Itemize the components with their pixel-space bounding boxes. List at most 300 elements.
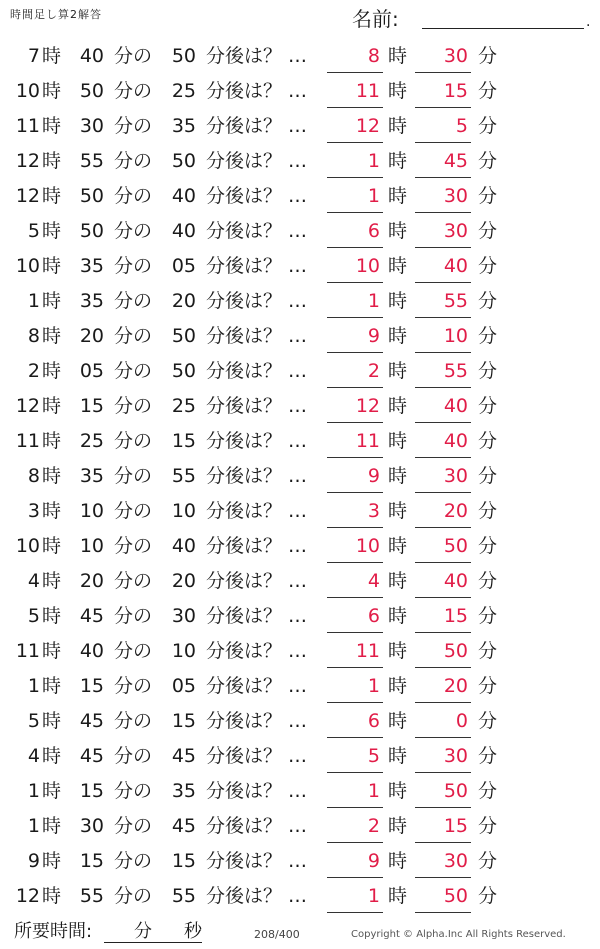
question-text: 分後は？ … [206,675,308,697]
question-text: 分後は？ … [206,465,308,487]
hour-unit: 時 [42,360,62,382]
answer-minute: 45 [443,150,468,172]
minute-no-label: 分の [114,115,153,137]
answer-minute-unit: 分 [478,115,498,137]
hour-unit: 時 [42,115,62,137]
hour-unit: 時 [42,570,62,592]
added-minutes: 50 [171,360,196,382]
answer-hour: 10 [355,535,380,557]
start-minute: 45 [79,745,104,767]
hour-unit: 時 [42,150,62,172]
answer-hour: 6 [367,710,380,732]
question-text: 分後は？ … [206,395,308,417]
added-minutes: 55 [171,885,196,907]
answer-minute: 30 [443,185,468,207]
minute-no-label: 分の [114,500,153,522]
start-hour: 2 [27,360,40,382]
minute-no-label: 分の [114,45,153,67]
added-minutes: 35 [171,115,196,137]
problem-row [0,74,600,109]
answer-minute-underline [415,317,471,318]
answer-hour-unit: 時 [388,80,408,102]
hour-unit: 時 [42,500,62,522]
answer-hour: 10 [355,255,380,277]
start-minute: 50 [79,220,104,242]
start-hour: 4 [27,570,40,592]
question-text: 分後は？ … [206,220,308,242]
minute-no-label: 分の [114,850,153,872]
question-text: 分後は？ … [206,360,308,382]
added-minutes: 45 [171,815,196,837]
answer-minute-underline [415,562,471,563]
answer-hour-underline [327,702,383,703]
answer-minute-underline [415,842,471,843]
answer-hour: 3 [367,500,380,522]
answer-minute: 10 [443,325,468,347]
answer-minute-unit: 分 [478,290,498,312]
added-minutes: 40 [171,185,196,207]
start-hour: 11 [15,640,40,662]
added-minutes: 15 [171,710,196,732]
answer-hour-unit: 時 [388,815,408,837]
problem-row [0,424,600,459]
answer-hour-unit: 時 [388,500,408,522]
answer-minute-underline [415,422,471,423]
minute-no-label: 分の [114,570,153,592]
answer-hour: 1 [367,290,380,312]
problem-row [0,179,600,214]
problem-row [0,634,600,669]
answer-minute-unit: 分 [478,430,498,452]
minute-no-label: 分の [114,885,153,907]
answer-hour-underline [327,807,383,808]
added-minutes: 55 [171,465,196,487]
question-text: 分後は？ … [206,150,308,172]
start-minute: 15 [79,780,104,802]
answer-minute-unit: 分 [478,360,498,382]
minute-no-label: 分の [114,535,153,557]
question-text: 分後は？ … [206,640,308,662]
required-time-second-unit: 秒 [184,921,202,942]
start-hour: 5 [27,710,40,732]
answer-hour-underline [327,352,383,353]
question-text: 分後は？ … [206,430,308,452]
answer-hour-unit: 時 [388,150,408,172]
answer-hour: 5 [367,745,380,767]
answer-minute-underline [415,142,471,143]
hour-unit: 時 [42,675,62,697]
question-text: 分後は？ … [206,815,308,837]
start-minute: 35 [79,290,104,312]
answer-hour: 12 [355,395,380,417]
problem-row [0,354,600,389]
start-hour: 1 [27,290,40,312]
answer-hour-underline [327,737,383,738]
minute-no-label: 分の [114,325,153,347]
answer-hour-underline [327,632,383,633]
answer-hour-underline [327,282,383,283]
answer-minute-unit: 分 [478,150,498,172]
question-text: 分後は？ … [206,500,308,522]
answer-hour-unit: 時 [388,640,408,662]
minute-no-label: 分の [114,430,153,452]
problem-row [0,319,600,354]
answer-minute-underline [415,72,471,73]
start-hour: 1 [27,675,40,697]
answer-hour-unit: 時 [388,290,408,312]
start-hour: 12 [15,150,40,172]
answer-minute-underline [415,737,471,738]
added-minutes: 15 [171,430,196,452]
problem-row [0,774,600,809]
hour-unit: 時 [42,185,62,207]
question-text: 分後は？ … [206,325,308,347]
added-minutes: 50 [171,325,196,347]
footer [0,919,600,949]
answer-minute-unit: 分 [478,745,498,767]
start-minute: 55 [79,885,104,907]
hour-unit: 時 [42,780,62,802]
answer-minute: 40 [443,430,468,452]
question-text: 分後は？ … [206,780,308,802]
start-minute: 40 [79,640,104,662]
problem-list [0,39,600,914]
answer-minute-underline [415,912,471,913]
added-minutes: 05 [171,255,196,277]
answer-minute-unit: 分 [478,640,498,662]
answer-minute-underline [415,352,471,353]
hour-unit: 時 [42,395,62,417]
problem-row [0,669,600,704]
start-minute: 50 [79,185,104,207]
start-hour: 10 [15,535,40,557]
start-minute: 15 [79,675,104,697]
name-label: 名前: [352,7,399,31]
name-end-mark: . [586,14,591,30]
answer-minute-underline [415,177,471,178]
answer-minute-underline [415,457,471,458]
answer-hour-underline [327,457,383,458]
question-text: 分後は？ … [206,605,308,627]
answer-hour: 2 [367,360,380,382]
answer-minute: 15 [443,80,468,102]
answer-hour-underline [327,492,383,493]
question-text: 分後は？ … [206,290,308,312]
hour-unit: 時 [42,430,62,452]
added-minutes: 25 [171,395,196,417]
problem-row [0,739,600,774]
answer-minute: 50 [443,780,468,802]
answer-minute-unit: 分 [478,850,498,872]
answer-hour-unit: 時 [388,185,408,207]
answer-minute-underline [415,702,471,703]
answer-hour-unit: 時 [388,360,408,382]
start-hour: 8 [27,325,40,347]
answer-hour-unit: 時 [388,325,408,347]
added-minutes: 15 [171,850,196,872]
start-hour: 12 [15,885,40,907]
answer-hour-unit: 時 [388,745,408,767]
problem-row [0,284,600,319]
minute-no-label: 分の [114,220,153,242]
minute-no-label: 分の [114,675,153,697]
problem-row [0,564,600,599]
answer-hour-underline [327,212,383,213]
question-text: 分後は？ … [206,80,308,102]
copyright: Copyright © Alpha.Inc All Rights Reserved. [351,929,566,940]
start-minute: 20 [79,570,104,592]
answer-hour-underline [327,247,383,248]
answer-minute: 55 [443,290,468,312]
answer-minute-unit: 分 [478,675,498,697]
added-minutes: 10 [171,500,196,522]
answer-hour-underline [327,527,383,528]
start-hour: 9 [27,850,40,872]
name-underline [422,28,584,29]
answer-minute-underline [415,247,471,248]
answer-hour-unit: 時 [388,710,408,732]
hour-unit: 時 [42,255,62,277]
start-hour: 7 [27,45,40,67]
name-field [352,6,592,32]
added-minutes: 30 [171,605,196,627]
answer-minute-unit: 分 [478,780,498,802]
answer-hour-underline [327,72,383,73]
minute-no-label: 分の [114,640,153,662]
answer-minute-unit: 分 [478,465,498,487]
answer-minute: 15 [443,605,468,627]
page-number: 208/400 [254,928,300,941]
question-text: 分後は？ … [206,45,308,67]
answer-hour-unit: 時 [388,465,408,487]
answer-minute-underline [415,387,471,388]
added-minutes: 40 [171,220,196,242]
answer-hour-unit: 時 [388,255,408,277]
answer-minute: 40 [443,395,468,417]
answer-hour: 8 [367,45,380,67]
answer-minute-underline [415,212,471,213]
question-text: 分後は？ … [206,570,308,592]
start-hour: 12 [15,185,40,207]
minute-no-label: 分の [114,395,153,417]
minute-no-label: 分の [114,80,153,102]
start-minute: 45 [79,710,104,732]
start-minute: 40 [79,45,104,67]
answer-minute: 30 [443,745,468,767]
required-time-label: 所要時間: [14,921,93,942]
start-hour: 10 [15,255,40,277]
start-minute: 30 [79,115,104,137]
start-hour: 4 [27,745,40,767]
start-hour: 8 [27,465,40,487]
hour-unit: 時 [42,640,62,662]
problem-row [0,389,600,424]
answer-minute-unit: 分 [478,325,498,347]
answer-hour: 1 [367,150,380,172]
question-text: 分後は？ … [206,115,308,137]
answer-hour-unit: 時 [388,780,408,802]
start-minute: 20 [79,325,104,347]
hour-unit: 時 [42,815,62,837]
answer-minute-underline [415,492,471,493]
hour-unit: 時 [42,745,62,767]
answer-minute-underline [415,597,471,598]
added-minutes: 45 [171,745,196,767]
question-text: 分後は？ … [206,885,308,907]
minute-no-label: 分の [114,255,153,277]
answer-hour: 1 [367,185,380,207]
answer-hour-underline [327,422,383,423]
hour-unit: 時 [42,290,62,312]
start-minute: 35 [79,255,104,277]
answer-minute-underline [415,527,471,528]
minute-no-label: 分の [114,745,153,767]
answer-hour-unit: 時 [388,605,408,627]
answer-minute: 30 [443,45,468,67]
answer-minute-underline [415,772,471,773]
start-hour: 5 [27,220,40,242]
hour-unit: 時 [42,535,62,557]
answer-hour: 11 [355,80,380,102]
problem-row [0,39,600,74]
hour-unit: 時 [42,465,62,487]
problem-row [0,459,600,494]
answer-minute-unit: 分 [478,220,498,242]
start-minute: 45 [79,605,104,627]
added-minutes: 35 [171,780,196,802]
added-minutes: 40 [171,535,196,557]
answer-minute: 5 [455,115,468,137]
hour-unit: 時 [42,325,62,347]
answer-hour-underline [327,597,383,598]
start-hour: 3 [27,500,40,522]
answer-hour: 11 [355,640,380,662]
answer-minute-unit: 分 [478,45,498,67]
answer-hour: 6 [367,605,380,627]
minute-no-label: 分の [114,290,153,312]
answer-hour-unit: 時 [388,570,408,592]
answer-minute-unit: 分 [478,395,498,417]
answer-minute-unit: 分 [478,815,498,837]
answer-hour-underline [327,177,383,178]
start-minute: 15 [79,395,104,417]
worksheet-title: 時間足し算2解答 [10,8,102,21]
answer-hour: 11 [355,430,380,452]
added-minutes: 20 [171,290,196,312]
answer-hour-underline [327,142,383,143]
answer-hour-underline [327,387,383,388]
answer-hour-unit: 時 [388,885,408,907]
hour-unit: 時 [42,850,62,872]
problem-row [0,529,600,564]
problem-row [0,249,600,284]
answer-minute: 50 [443,535,468,557]
added-minutes: 50 [171,45,196,67]
required-time-minute-unit: 分 [134,921,152,942]
added-minutes: 05 [171,675,196,697]
answer-minute: 50 [443,640,468,662]
answer-hour: 12 [355,115,380,137]
question-text: 分後は？ … [206,850,308,872]
problem-row [0,879,600,914]
answer-minute: 20 [443,500,468,522]
problem-row [0,844,600,879]
answer-minute: 30 [443,850,468,872]
problem-row [0,494,600,529]
answer-minute-underline [415,632,471,633]
answer-hour: 1 [367,780,380,802]
answer-hour-underline [327,667,383,668]
start-minute: 55 [79,150,104,172]
answer-hour-unit: 時 [388,45,408,67]
answer-minute-unit: 分 [478,185,498,207]
answer-minute: 15 [443,815,468,837]
answer-minute-underline [415,107,471,108]
added-minutes: 10 [171,640,196,662]
minute-no-label: 分の [114,710,153,732]
problem-row [0,599,600,634]
answer-hour-unit: 時 [388,535,408,557]
answer-minute-unit: 分 [478,500,498,522]
minute-no-label: 分の [114,360,153,382]
minute-no-label: 分の [114,815,153,837]
start-hour: 10 [15,80,40,102]
answer-minute-unit: 分 [478,710,498,732]
answer-minute-underline [415,667,471,668]
answer-minute-unit: 分 [478,570,498,592]
answer-hour-unit: 時 [388,220,408,242]
answer-hour-underline [327,842,383,843]
answer-hour-unit: 時 [388,675,408,697]
start-minute: 15 [79,850,104,872]
answer-hour: 9 [367,850,380,872]
start-minute: 05 [79,360,104,382]
answer-hour-underline [327,772,383,773]
answer-minute-underline [415,807,471,808]
hour-unit: 時 [42,710,62,732]
added-minutes: 20 [171,570,196,592]
question-text: 分後は？ … [206,185,308,207]
answer-minute-underline [415,877,471,878]
hour-unit: 時 [42,885,62,907]
start-hour: 5 [27,605,40,627]
answer-minute: 40 [443,570,468,592]
answer-minute-unit: 分 [478,255,498,277]
start-minute: 35 [79,465,104,487]
problem-row [0,144,600,179]
minute-no-label: 分の [114,605,153,627]
answer-hour-unit: 時 [388,395,408,417]
answer-hour-underline [327,877,383,878]
added-minutes: 25 [171,80,196,102]
start-hour: 1 [27,815,40,837]
hour-unit: 時 [42,80,62,102]
answer-minute: 30 [443,465,468,487]
answer-hour-underline [327,107,383,108]
answer-minute: 0 [455,710,468,732]
answer-minute-unit: 分 [478,535,498,557]
start-hour: 11 [15,115,40,137]
added-minutes: 50 [171,150,196,172]
hour-unit: 時 [42,605,62,627]
problem-row [0,809,600,844]
start-minute: 30 [79,815,104,837]
answer-minute-unit: 分 [478,80,498,102]
problem-row [0,109,600,144]
answer-hour-underline [327,912,383,913]
hour-unit: 時 [42,45,62,67]
answer-hour-unit: 時 [388,850,408,872]
